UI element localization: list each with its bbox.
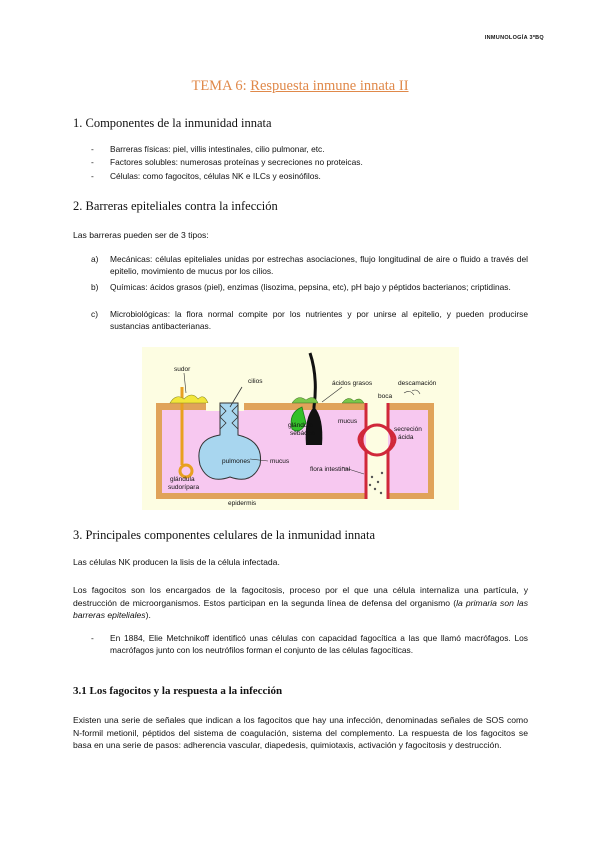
label-glandula-sebacea-2: sebácea bbox=[290, 430, 315, 437]
p2-italic: la primaria son las barreras epiteliales bbox=[73, 597, 528, 621]
section-3-heading: 3. Principales componentes celulares de la inmunidad innata bbox=[73, 528, 375, 542]
title-main: Respuesta inmune innata II bbox=[250, 78, 409, 94]
bullet-text: Células: como fagocitos, células NK e ILCs y eosinófilos. bbox=[110, 171, 321, 181]
item-text: Químicas: ácidos grasos (piel), enzimas (lisozima, pepsina, etc), pH bajo y péptidos bacterianos; criptidinas. bbox=[110, 282, 511, 292]
subsection-heading: 3.1 Los fagocitos y la respuesta a la infección bbox=[73, 685, 283, 697]
label-glandula-sebacea-1: glándula bbox=[288, 422, 313, 429]
item-text: Mecánicas: células epiteliales unidas por estrechas asociaciones, flujo longitudinal de aire o fluido a través del epitelio, movimiento de mucus por los cilios. bbox=[110, 254, 528, 276]
title-prefix: TEMA 6: bbox=[191, 78, 247, 94]
bullet-text: Factores solubles: numerosas proteínas y secreciones no proteicas. bbox=[110, 157, 363, 167]
label-glandula-sudoripara-1: glándula bbox=[170, 476, 195, 483]
list-item bbox=[91, 309, 528, 332]
label-flora-intestinal: flora intestinal bbox=[310, 466, 351, 473]
bullet-text: En 1884, Elie Metchnikoff identificó unas células con capacidad fagocítica a las que llamó macrófagos. Los macrófagos junto con los neutrófilos forman el conjunto de las células fagocíticas. bbox=[110, 633, 528, 655]
label-pulmones: pulmones bbox=[222, 458, 251, 465]
label-secrecion-2: ácida bbox=[398, 434, 414, 441]
epithelial-barriers-figure bbox=[142, 347, 459, 510]
bullet-marker: - bbox=[91, 144, 94, 154]
label-glandula-sudoripara-2: sudorípara bbox=[168, 484, 200, 491]
section-2-heading: 2. Barreras epiteliales contra la infección bbox=[73, 199, 278, 213]
item-marker: b) bbox=[91, 282, 99, 292]
item-text: Microbiológicas: la flora normal compite por los nutrientes y por unirse al epitelio, y pueden producirse sustancias antibacterianas. bbox=[110, 309, 528, 331]
p2-text-a: Los fagocitos son los encargados de la fagocitosis, proceso por el que una célula internaliza una partícula, y destrucción de microorganismos. Estos participan en la segunda línea de defensa del organismo ( bbox=[73, 585, 528, 608]
page-title bbox=[0, 78, 600, 95]
label-mucus-bottom: mucus bbox=[270, 458, 290, 465]
list-item bbox=[91, 282, 528, 294]
label-boca: boca bbox=[378, 393, 393, 400]
item-marker: a) bbox=[91, 254, 99, 264]
section-2-intro: Las barreras pueden ser de 3 tipos: bbox=[73, 230, 209, 240]
list-item bbox=[91, 254, 528, 277]
list-item bbox=[91, 157, 528, 169]
bullet-marker: - bbox=[91, 171, 94, 181]
p2-text-b: ). bbox=[145, 610, 151, 621]
label-cilios: cilios bbox=[248, 378, 263, 385]
label-secrecion-1: secreción bbox=[394, 426, 422, 433]
label-epidermis: epidermis bbox=[228, 500, 257, 507]
label-sudor: sudor bbox=[174, 366, 191, 373]
section-3-p1: Las células NK producen la lisis de la célula infectada. bbox=[73, 557, 280, 567]
list-item bbox=[91, 171, 528, 183]
header-tag: INMUNOLOGÍA 3ºBQ bbox=[484, 35, 544, 41]
label-mucus-top: mucus bbox=[338, 418, 358, 425]
section-1-heading: 1. Componentes de la inmunidad innata bbox=[73, 116, 272, 130]
bullet-marker: - bbox=[91, 157, 94, 167]
item-marker: c) bbox=[91, 309, 98, 319]
section-3-p3: Existen una serie de señales que indican a los fagocitos que hay una infección, denominadas señales de SOS como N-formil metionil, péptidos del sistema de coagulación, sistema del complemento. La respuesta de los fagocitos se basa en una serie de pasos: adherencia vascular, diapedesis, quimiotaxis, activación y fagocitosis y destrucción. bbox=[73, 715, 528, 751]
bullet-marker: - bbox=[91, 633, 94, 643]
bullet-text: Barreras físicas: piel, villis intestinales, cilio pulmonar, etc. bbox=[110, 144, 325, 154]
section-3-p2 bbox=[73, 584, 528, 622]
label-descamacion: descamación bbox=[398, 380, 437, 387]
label-acidos-grasos: ácidos grasos bbox=[332, 380, 373, 387]
list-item bbox=[91, 144, 528, 156]
list-item bbox=[91, 633, 528, 656]
